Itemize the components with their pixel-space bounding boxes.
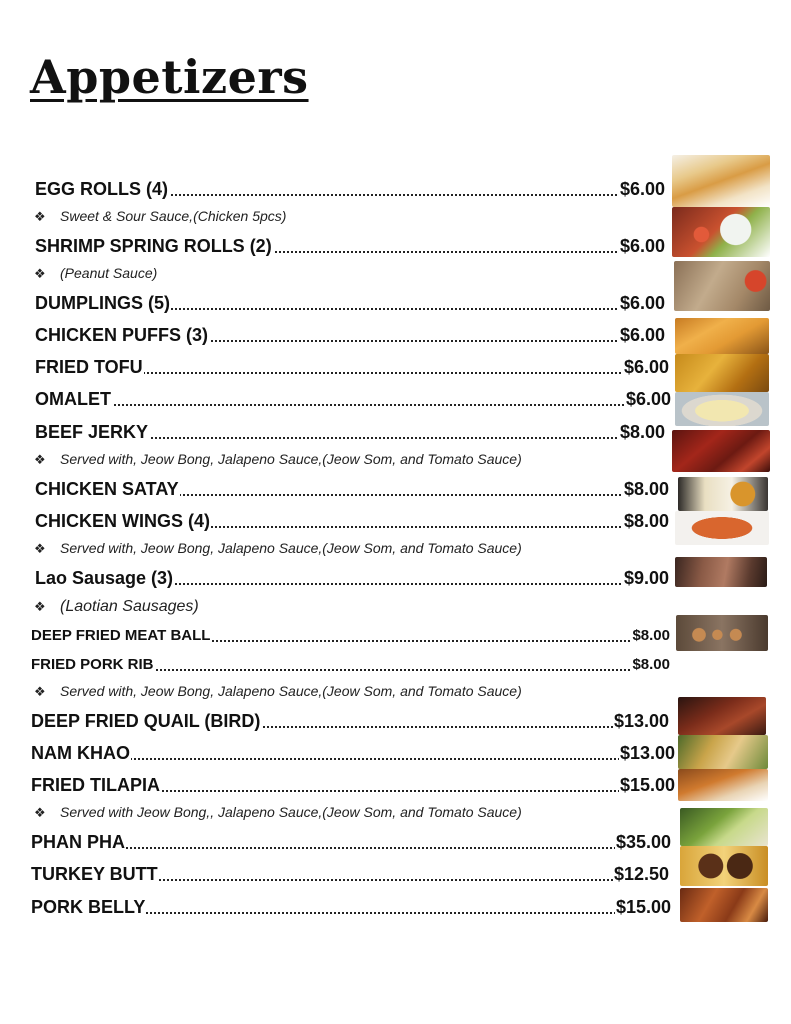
item-price: $6.00 [619,293,665,313]
menu-note: ❖ Served with, Jeow Bong, Jalapeno Sauce,(Jeow Som, and Tomato Sauce) [34,683,522,699]
beef-jerky-photo [672,430,770,472]
item-name: CHICKEN PUFFS (3) [35,325,209,345]
omelet-photo [675,392,769,426]
nam-khao-photo [678,735,768,769]
turkey-butt-photo [680,846,768,886]
menu-item-chicken-wings [35,509,669,533]
item-price: $8.00 [619,422,665,442]
item-price: $6.00 [619,325,665,345]
menu-item-dumplings [35,291,665,315]
item-price: $15.00 [615,897,671,917]
meat-ball-photo [676,615,768,651]
item-name: FRIED TOFU [35,357,143,377]
pork-belly-photo [680,888,768,922]
menu-note: ❖ Served with, Jeow Bong, Jalapeno Sauce,(Jeow Som, and Tomato Sauce) [34,540,522,556]
menu-item-egg-rolls [35,177,665,201]
item-price: $8.00 [631,654,670,676]
item-name: FRIED PORK RIB [31,654,155,676]
item-name: PHAN PHA [31,832,126,852]
chicken-puffs-photo [675,318,769,354]
diamond-bullet-icon: ❖ [34,266,46,281]
item-name: TURKEY BUTT [31,864,158,884]
item-name: DEEP FRIED MEAT BALL [31,625,211,647]
item-name: NAM KHAO [31,743,130,763]
menu-item-turkey-butt [31,862,669,886]
item-price: $9.00 [623,568,669,588]
menu-item-pork-belly [31,895,671,919]
item-name: BEEF JERKY [35,422,149,442]
item-name: DEEP FRIED QUAIL (BIRD) [31,711,261,731]
spring-rolls-photo [672,207,770,257]
menu-note: ❖ Served with, Jeow Bong, Jalapeno Sauce,(Jeow Som, and Tomato Sauce) [34,451,522,467]
diamond-bullet-icon: ❖ [34,684,46,699]
menu-item-beef-jerky [35,420,665,444]
item-price: $15.00 [619,775,675,795]
diamond-bullet-icon: ❖ [34,452,46,467]
fried-tofu-photo [675,354,769,392]
item-name: Lao Sausage (3) [35,568,174,588]
item-name: SHRIMP SPRING ROLLS (2) [35,236,272,256]
item-name: FRIED TILAPIA [31,775,160,795]
menu-note: ❖ Served with Jeow Bong,, Jalapeno Sauce,(Jeow Som, and Tomato Sauce) [34,804,522,820]
item-name: PORK BELLY [31,897,146,917]
menu-item-shrimp-spring-rolls [35,234,665,258]
item-name: CHICKEN SATAY [35,479,179,499]
menu-item-nam-khao [31,741,675,765]
egg-rolls-photo [672,155,770,207]
item-name: OMALET [35,389,111,409]
item-name: CHICKEN WINGS (4) [35,511,210,531]
menu-item-deep-fried-meat-ball [31,625,670,647]
item-price: $8.00 [623,511,669,531]
chicken-wings-photo [675,511,769,545]
menu-item-fried-pork-rib [31,654,670,676]
menu-note: ❖ (Peanut Sauce) [34,265,158,281]
item-price: $8.00 [631,625,670,647]
item-price: $13.00 [619,743,675,763]
diamond-bullet-icon: ❖ [34,541,46,556]
item-price: $8.00 [623,479,669,499]
diamond-bullet-icon: ❖ [34,209,46,224]
diamond-bullet-icon: ❖ [34,805,46,820]
menu-item-fried-tofu [35,355,669,379]
menu-note: ❖ (Laotian Sausages) [34,598,199,615]
menu-item-phan-pha [31,830,671,854]
lao-sausage-photo [675,557,767,587]
menu-item-chicken-puffs [35,323,665,347]
menu-note: ❖ Sweet & Sour Sauce,(Chicken 5pcs) [34,208,287,224]
page-title: Appetizers [30,50,309,104]
chicken-satay-photo [678,477,768,511]
phan-pha-photo [680,808,768,846]
item-price: $13.00 [613,711,669,731]
item-price: $6.00 [619,236,665,256]
quail-photo [678,697,766,735]
item-price: $6.00 [619,179,665,199]
item-price: $35.00 [615,832,671,852]
menu-item-omalet [35,387,671,411]
item-price: $6.00 [623,357,669,377]
menu-item-fried-tilapia [31,773,675,797]
fried-tilapia-photo [678,769,768,801]
menu-item-deep-fried-quail [31,709,669,733]
item-price: $12.50 [613,864,669,884]
item-price: $6.00 [625,389,671,409]
menu-item-chicken-satay [35,477,669,501]
dumplings-photo [674,261,770,311]
menu-item-lao-sausage [35,566,669,590]
item-name: EGG ROLLS (4) [35,179,169,199]
item-name: DUMPLINGS (5) [35,293,170,313]
diamond-bullet-icon: ❖ [34,599,46,614]
